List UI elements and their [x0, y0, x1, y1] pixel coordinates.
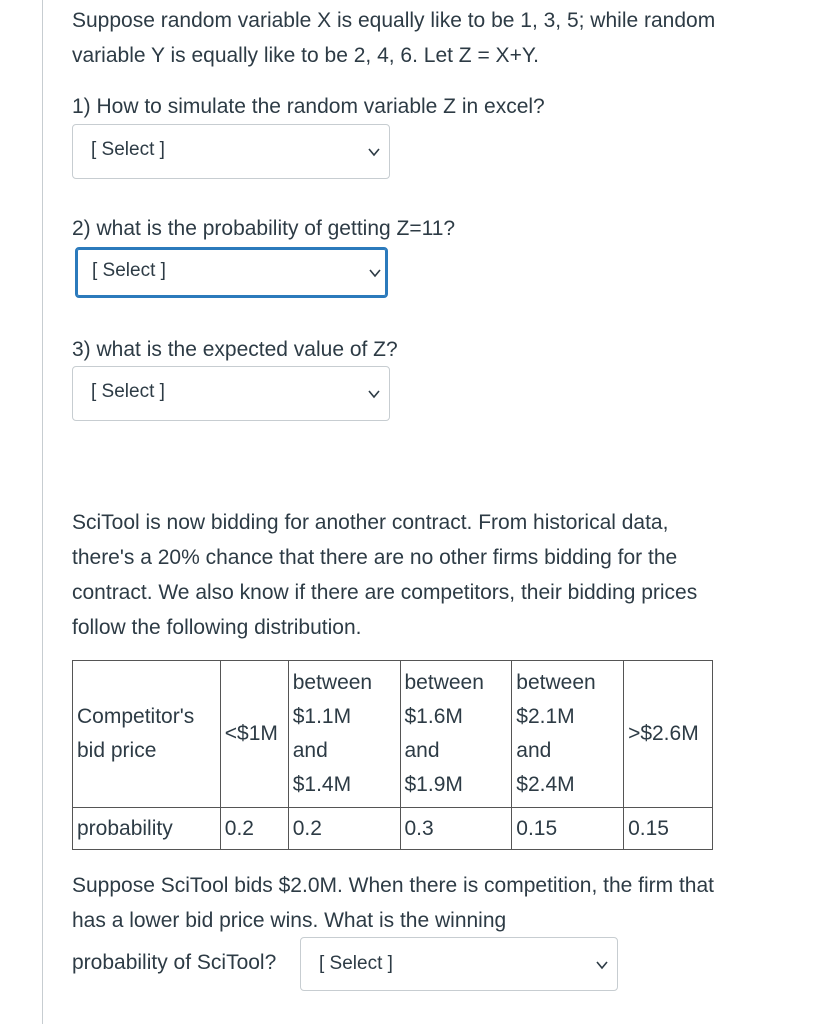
question-2-select[interactable] [75, 247, 388, 298]
probability-cell: 0.3 [400, 808, 512, 850]
bin-cell: >$2.6M [624, 661, 713, 808]
question-3-select[interactable] [72, 366, 390, 421]
bin-cell: <$1M [220, 661, 288, 808]
chevron-down-icon [367, 145, 381, 159]
table-row [73, 661, 713, 808]
probability-cell: 0.15 [624, 808, 713, 850]
select-label: [ Select ] [91, 381, 165, 402]
bid-distribution-table [72, 660, 713, 850]
select-label: [ Select ] [92, 260, 166, 281]
probability-cell: 0.2 [288, 808, 400, 850]
row-header-probability: probability [73, 808, 221, 850]
select-label: [ Select ] [91, 139, 165, 160]
select-label: [ Select ] [319, 953, 393, 974]
probability-cell: 0.2 [220, 808, 288, 850]
final-question-label: probability of SciTool? [72, 951, 277, 974]
row-header-bid-price: Competitor's bid price [73, 661, 221, 808]
final-question-text: Suppose SciTool bids $2.0M. When there is competition, the firm that has a lower bid price wins. What is the winning [72, 874, 714, 932]
question-1-select[interactable] [72, 124, 390, 179]
bin-cell: between $1.6M and $1.9M [400, 661, 512, 808]
intro-text: Suppose random variable X is equally like to be 1, 3, 5; while random variable Y is equally like to be 2, 4, 6. Let Z = X+Y. [72, 9, 716, 67]
question-3-text: 3) what is the expected value of Z? [72, 338, 398, 361]
question-1-text: 1) How to simulate the random variable Z in excel? [72, 95, 545, 118]
probability-cell: 0.15 [512, 808, 624, 850]
chevron-down-icon [595, 958, 609, 972]
bin-cell: between $1.1M and $1.4M [288, 661, 400, 808]
question-2-text: 2) what is the probability of getting Z=11? [72, 217, 456, 240]
chevron-down-icon [367, 387, 381, 401]
scitool-paragraph: SciTool is now bidding for another contract. From historical data, there's a 20% chance that there are no other firms bidding for the contract. We also know if there are competitors, their bidding prices follow the following distribution. [72, 511, 698, 639]
bin-cell: between $2.1M and $2.4M [512, 661, 624, 808]
chevron-down-icon [368, 266, 382, 280]
table-row [73, 808, 713, 850]
final-question-select[interactable] [300, 937, 618, 991]
